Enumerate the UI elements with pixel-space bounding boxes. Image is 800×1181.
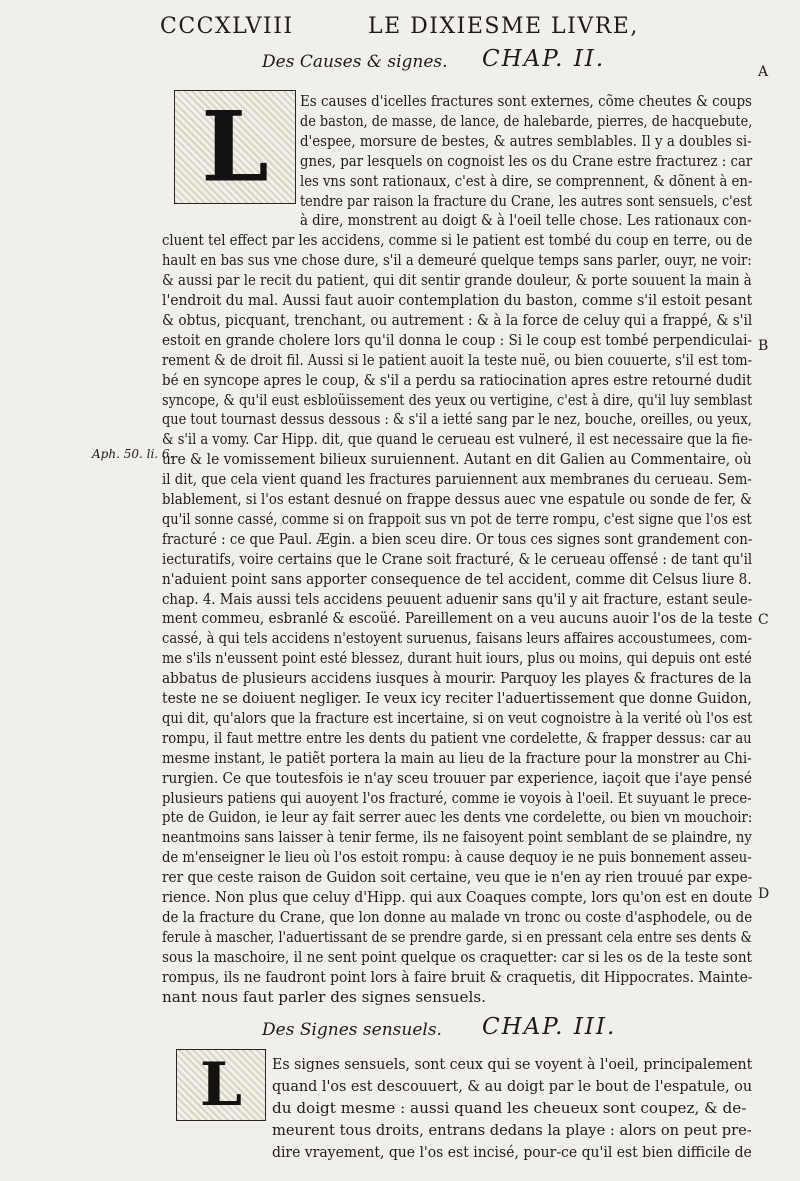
text-line: plusieurs patiens qui auoyent l'os fracturé, comme ie voyois à l'oeil. Et suyuant le prece-	[162, 788, 752, 807]
margin-letter-b: B	[758, 338, 769, 354]
text-line: mesme instant, le patiẽt portera la main au lieu de la fracture pour la monstrer au Chi-	[162, 748, 752, 767]
text-line: rement & de droit fil. Aussi si le patient auoit la teste nuë, ou bien couuerte, s'il est tom-	[162, 350, 753, 369]
text-line: blablement, si l'os estant desnué on frappe dessus auec vne espatule ou sonde de fer, &	[162, 490, 752, 508]
text-line: nant nous faut parler des signes sensuels.	[162, 987, 486, 1006]
text-line: & aussi par le recit du patient, qui dit sentir grande douleur, & porte souuent la main à	[162, 271, 752, 290]
text-line: Es signes sensuels, sont ceux qui se voyent à l'oeil, principalement	[272, 1055, 753, 1073]
text-line: d'espee, morsure de bestes, & autres semblables. Il y a doubles si-	[300, 131, 752, 150]
decorated-initial-chapter-3	[176, 1049, 266, 1121]
text-line: de m'enseigner le lieu où l'os estoit rompu: à cause dequoy ie ne puis bonnement asseu-	[162, 848, 752, 867]
text-line: ure & le vomissement bilieux suruiennent. Autant en dit Galien au Commentaire, où	[162, 450, 752, 469]
text-line: hault en bas sus vne chose dure, s'il a demeuré quelque temps sans parler, ouyr, ne voir:	[162, 251, 752, 270]
margin-letter-a: A	[758, 64, 769, 80]
text-line: bé en syncope apres le coup, & s'il a perdu sa ratiocination apres estre retourné dudit	[162, 370, 752, 389]
text-line: & s'il a vomy. Car Hipp. dit, que quand le cerueau est vulneré, il est necessaire que la fie-	[162, 430, 753, 449]
text-line: rurgien. Ce que toutesfois ie n'ay sceu trouuer par experience, iaçoit que i'aye pensé	[162, 768, 752, 787]
initial-letter: L	[199, 1050, 243, 1120]
text-line: sous la maschoire, il ne sent point quelque os craquetter: car si les os de la teste sont	[162, 947, 752, 966]
text-line: rompus, ils ne faudront point lors à faire bruit & craquetis, dit Hippocrates. Mainte-	[162, 967, 753, 986]
chapter-2-number: CHAP. II.	[482, 46, 606, 72]
text-line: ment commeu, esbranlé & escoüé. Pareillement on a veu aucuns auoir l'os de la teste	[162, 609, 753, 628]
initial-letter: L	[201, 90, 269, 204]
book-title: LE DIXIESME LIVRE,	[368, 14, 639, 39]
text-line: neantmoins sans laisser à tenir ferme, ils ne faisoyent point semblant de se plaindre, ny	[162, 828, 752, 847]
chapter-2-heading	[262, 46, 682, 80]
text-line: il dit, que cela vient quand les fractures paruiennent aux membranes du cerueau. Sem-	[162, 470, 752, 489]
text-line: qui dit, qu'alors que la fracture est incertaine, si on veut cognoistre à la verité où l'os est	[162, 708, 753, 727]
text-line: de la fracture du Crane, que lon donne au malade vn tronc ou coste d'asphodele, ou de	[162, 907, 753, 926]
text-line: du doigt mesme : aussi quand les cheueux sont coupez, & de-	[272, 1099, 747, 1117]
margin-letter-d: D	[758, 886, 770, 902]
margin-letter-c: C	[758, 612, 769, 628]
chapter-3-subtitle: Des Signes sensuels.	[262, 1020, 442, 1040]
chapter-3-heading	[262, 1014, 682, 1048]
text-line: estoit en grande cholere lors qu'il donna le coup : Si le coup est tombé perpendiculai-	[162, 330, 753, 349]
text-line: que tout tournast dessus dessous : & s'il a ietté sang par le nez, bouche, oreilles, ou yeux,	[162, 410, 752, 429]
text-line: chap. 4. Mais aussi tels accidens peuuent aduenir sans qu'il y ait fracture, estant seule-	[162, 589, 753, 608]
text-line: à dire, monstrent au doigt & à l'oeil telle chose. Les rationaux con-	[300, 211, 752, 230]
text-line: & obtus, picquant, trenchant, ou autrement : & à la force de celuy qui a frappé, & s'il	[162, 310, 753, 329]
text-line: cassé, à qui tels accidens n'estoyent suruenus, faisans leurs affaires accoustumees, com-	[162, 629, 752, 648]
text-line: gnes, par lesquels on cognoist les os du Crane estre fracturez : car	[300, 151, 753, 170]
text-line: de baston, de masse, de lance, de halebarde, pierres, de hacquebute,	[300, 111, 753, 130]
text-line: rompu, il faut mettre entre les dents du patient vne cordelette, & frapper dessus: car au	[162, 728, 752, 747]
text-line: abbatus de plusieurs accidens iusques à mourir. Parquoy les playes & fractures de la	[162, 669, 752, 688]
text-line: rience. Non plus que celuy d'Hipp. qui aux Coaques compte, lors qu'on est en doute	[162, 888, 753, 906]
margin-reference: Aph. 50. li. 6.	[92, 447, 174, 461]
text-line: ferule à mascher, l'aduertissant de se prendre garde, si en pressant cela entre ses dents &	[162, 927, 752, 946]
text-line: meurent tous droits, entrans dedans la playe : alors on peut pre-	[272, 1121, 752, 1139]
text-line: quand l'os est descouuert, & au doigt par le bout de l'espatule, ou	[272, 1077, 753, 1095]
text-line: syncope, & qu'il eust esbloüissement des yeux ou vertigine, c'est à dire, qu'il luy semblast	[162, 390, 753, 409]
text-line: cluent tel effect par les accidens, comme si le patient est tombé du coup en terre, ou de	[162, 231, 753, 250]
chapter-2-subtitle: Des Causes & signes.	[262, 52, 448, 72]
text-line: me s'ils n'eussent point esté blessez, durant huit iours, plus ou moins, qui depuis ont esté	[162, 649, 752, 668]
text-line: pte de Guidon, ie leur ay fait serrer auec les dents vne cordelette, ou bien vn mouchoir:	[162, 808, 753, 827]
text-line: fracturé : ce que Paul. Ægin. a bien sceu dire. Or tous ces signes sont grandement con-	[162, 529, 753, 548]
decorated-initial-chapter-2	[174, 90, 296, 204]
text-line: teste ne se doiuent negliger. Ie veux icy reciter l'aduertissement que donne Guidon,	[162, 689, 752, 707]
text-line: n'aduient point sans apporter consequence de tel accident, comme dit Celsus liure 8.	[162, 569, 752, 588]
text-line: dire vrayement, que l'os est incisé, pour-ce qu'il est bien difficile de	[272, 1143, 752, 1161]
folio-number: CCCXLVIII	[160, 14, 294, 39]
running-head	[160, 14, 770, 48]
text-line: Es causes d'icelles fractures sont externes, cõme cheutes & coups	[300, 92, 752, 110]
text-line: qu'il sonne cassé, comme si on frappoit sus vn pot de terre rompu, c'est signe que l'os est	[162, 509, 752, 528]
text-line: les vns sont rationaux, c'est à dire, se comprennent, & dõnent à en-	[300, 171, 753, 190]
text-line: tendre par raison la fracture du Crane, les autres sont sensuels, c'est	[300, 191, 753, 210]
text-line: rer que ceste raison de Guidon soit certaine, veu que ie n'en ay rien trouué par expe-	[162, 868, 753, 887]
text-line: iecturatifs, voire certains que le Crane soit fracturé, & le cerueau offensé : de tant qu'il	[162, 549, 753, 568]
text-line: l'endroit du mal. Aussi faut auoir contemplation du baston, comme s'il estoit pesant	[162, 291, 753, 309]
chapter-3-number: CHAP. III.	[482, 1014, 617, 1040]
